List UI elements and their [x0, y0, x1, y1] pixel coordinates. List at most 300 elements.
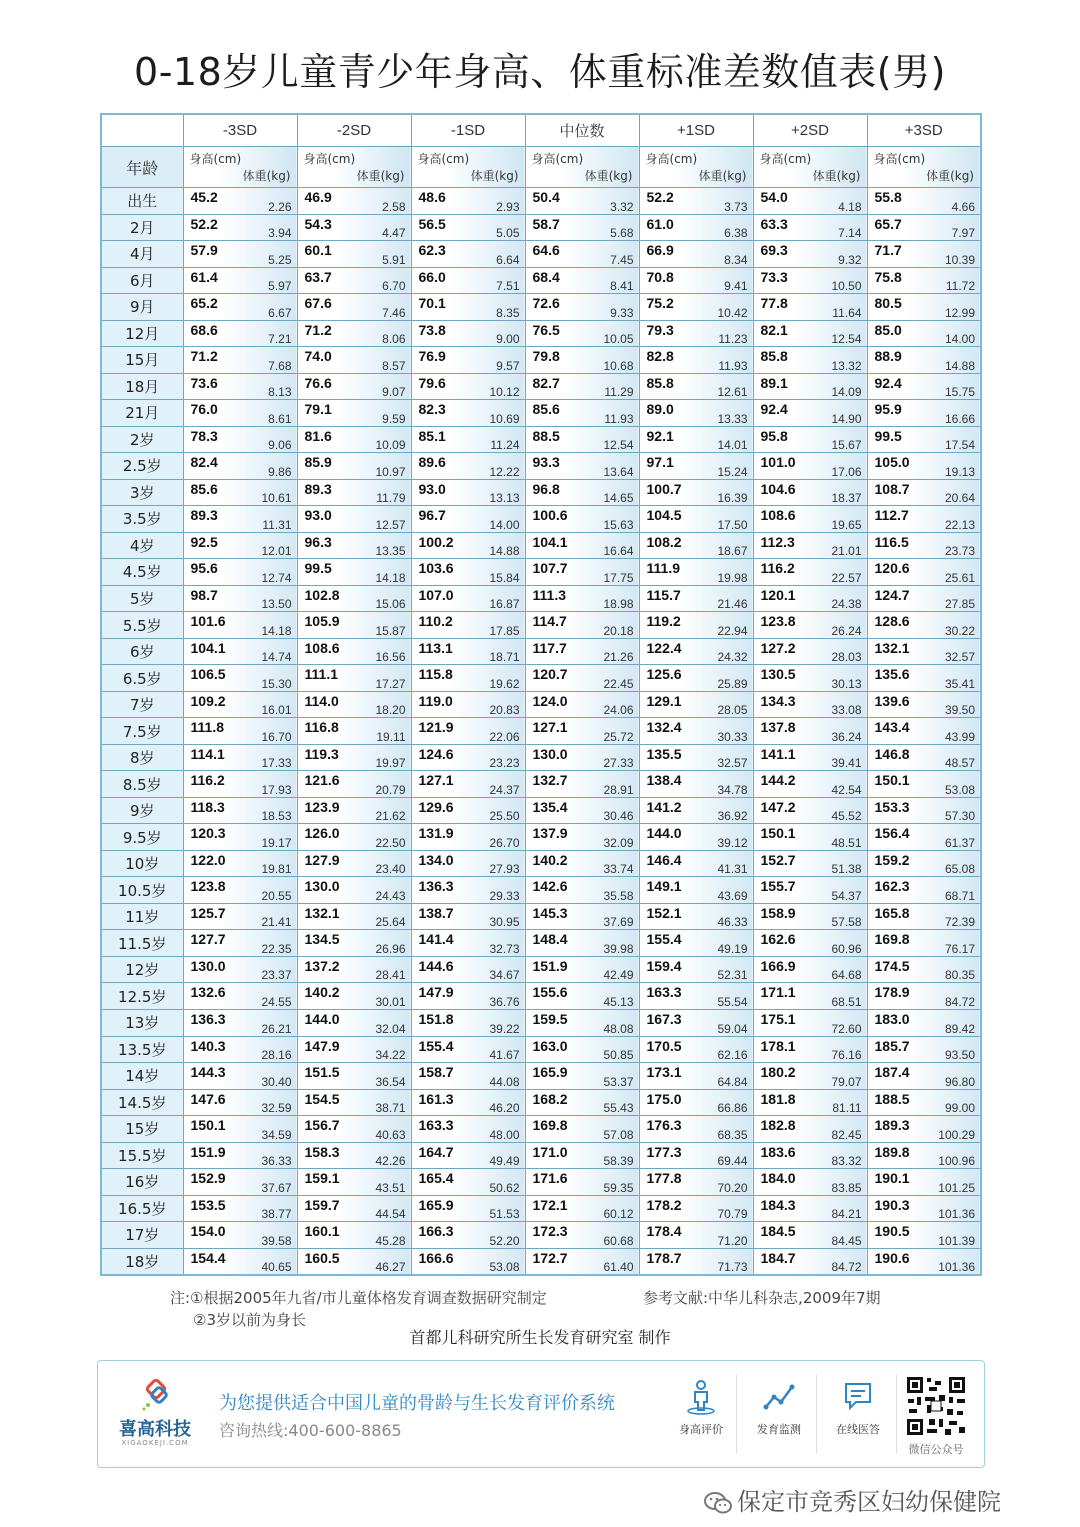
value-cell: [297, 903, 411, 930]
value-cell: [867, 824, 981, 851]
value-cell: [867, 850, 981, 877]
age-cell: 12月: [101, 320, 183, 347]
value-cell: [867, 956, 981, 983]
table-row: [101, 797, 981, 824]
weight-value: 25.61: [944, 570, 975, 585]
value-cell: [753, 930, 867, 957]
weight-value: 59.04: [717, 1021, 748, 1036]
value-cell: [297, 1169, 411, 1196]
value-cell: [297, 1009, 411, 1036]
weight-value: 17.85: [489, 623, 520, 638]
weight-value: 7.97: [951, 226, 975, 241]
value-cell: [753, 585, 867, 612]
age-cell: 12岁: [101, 956, 183, 983]
weight-value: 19.17: [261, 835, 292, 850]
height-subheader: 身高(cm): [873, 152, 926, 166]
value-cell: [183, 400, 297, 427]
value-cell: [183, 691, 297, 718]
weight-value: 79.07: [831, 1074, 862, 1089]
value-cell: [639, 956, 753, 983]
value-cell: [411, 559, 525, 586]
weight-value: 53.08: [944, 782, 975, 797]
weight-value: 21.46: [717, 597, 748, 612]
weight-value: 84.72: [944, 994, 975, 1009]
weight-value: 9.86: [268, 464, 292, 479]
weight-value: 54.37: [831, 888, 862, 903]
height-value: 155.6: [532, 984, 568, 1001]
weight-value: 41.31: [717, 862, 748, 877]
value-cell: [867, 267, 981, 294]
height-value: 108.2: [646, 533, 682, 550]
value-cell: [183, 1089, 297, 1116]
height-value: 79.1: [304, 401, 332, 418]
weight-value: 57.58: [831, 915, 862, 930]
weight-value: 30.46: [603, 809, 634, 824]
height-value: 151.9: [190, 1143, 226, 1160]
height-value: 159.4: [646, 957, 682, 974]
weight-value: 16.70: [261, 729, 292, 744]
value-cell: [753, 612, 867, 639]
height-value: 79.8: [532, 348, 560, 365]
height-value: 127.7: [190, 931, 226, 948]
table-row: [101, 691, 981, 718]
height-value: 127.9: [304, 851, 340, 868]
weight-value: 19.97: [375, 756, 406, 771]
weight-value: 70.79: [717, 1207, 748, 1222]
weight-value: 26.21: [261, 1021, 292, 1036]
weight-value: 9.59: [382, 411, 406, 426]
note-2: ②3岁以前为身长: [193, 1311, 306, 1329]
height-value: 102.8: [304, 586, 340, 603]
height-value: 129.6: [418, 798, 454, 815]
weight-value: 12.54: [603, 438, 634, 453]
value-cell: [639, 797, 753, 824]
weight-value: 43.69: [717, 888, 748, 903]
value-cell: [867, 797, 981, 824]
height-value: 165.4: [418, 1170, 454, 1187]
height-value: 141.2: [646, 798, 682, 815]
height-value: 54.0: [760, 189, 788, 205]
table-row: [101, 214, 981, 241]
weight-value: 66.86: [717, 1101, 748, 1116]
table-row: [101, 930, 981, 957]
height-value: 145.3: [532, 904, 568, 921]
height-value: 131.9: [418, 825, 454, 842]
weight-value: 24.55: [261, 994, 292, 1009]
value-cell: [525, 771, 639, 798]
weight-value: 59.35: [603, 1180, 634, 1195]
height-value: 151.9: [532, 957, 568, 974]
measure-subheader: [183, 147, 297, 188]
height-value: 123.9: [304, 798, 340, 815]
value-cell: [297, 532, 411, 559]
weight-value: 38.77: [261, 1207, 292, 1222]
weight-value: 49.49: [489, 1154, 520, 1169]
age-cell: 16.5岁: [101, 1195, 183, 1222]
height-value: 71.2: [190, 348, 218, 365]
value-cell: [297, 559, 411, 586]
age-cell: 13.5岁: [101, 1036, 183, 1063]
weight-value: 26.24: [831, 623, 862, 638]
value-cell: [297, 1222, 411, 1249]
height-value: 174.5: [874, 957, 910, 974]
value-cell: [753, 1063, 867, 1090]
chat-bubble-icon: [841, 1379, 875, 1415]
weight-value: 13.50: [261, 597, 292, 612]
height-value: 181.8: [760, 1090, 796, 1107]
weight-value: 7.21: [268, 332, 292, 347]
value-cell: [411, 718, 525, 745]
banner-divider: [816, 1375, 817, 1453]
age-cell: 14岁: [101, 1063, 183, 1090]
weight-value: 50.62: [489, 1180, 520, 1195]
table-row: [101, 1116, 981, 1143]
height-value: 137.8: [760, 719, 796, 736]
weight-value: 10.39: [944, 252, 975, 267]
age-cell: 8岁: [101, 744, 183, 771]
height-value: 111.1: [304, 666, 338, 683]
height-value: 116.2: [190, 772, 225, 789]
value-cell: [753, 373, 867, 400]
weight-value: 28.91: [603, 782, 634, 797]
weight-value: 57.30: [944, 809, 975, 824]
height-value: 70.8: [646, 268, 674, 285]
wechat-icon: [703, 1491, 733, 1515]
value-cell: [183, 665, 297, 692]
value-cell: [183, 903, 297, 930]
value-cell: [639, 453, 753, 480]
value-cell: [867, 453, 981, 480]
weight-value: 48.51: [831, 835, 862, 850]
weight-value: 17.75: [603, 570, 634, 585]
value-cell: [867, 426, 981, 453]
value-cell: [639, 506, 753, 533]
value-cell: [183, 267, 297, 294]
value-cell: [411, 771, 525, 798]
value-cell: [867, 930, 981, 957]
value-cell: [411, 1195, 525, 1222]
value-cell: [525, 877, 639, 904]
weight-value: 18.71: [489, 650, 520, 665]
value-cell: [297, 294, 411, 321]
weight-value: 32.73: [489, 941, 520, 956]
weight-value: 13.32: [831, 358, 862, 373]
value-cell: [753, 691, 867, 718]
height-value: 89.0: [646, 401, 674, 418]
value-cell: [411, 956, 525, 983]
age-cell: 6月: [101, 267, 183, 294]
value-cell: [753, 347, 867, 374]
age-cell: 10岁: [101, 850, 183, 877]
weight-value: 14.18: [261, 623, 292, 638]
weight-value: 21.41: [261, 915, 292, 930]
weight-value: 21.26: [603, 650, 634, 665]
sd-group-header: -2SD: [297, 114, 411, 147]
reference-note: 参考文献:中华儿科杂志,2009年7期: [643, 1289, 881, 1307]
weight-value: 45.28: [375, 1233, 406, 1248]
weight-value: 18.20: [375, 703, 406, 718]
weight-value: 22.94: [717, 623, 748, 638]
table-row: [101, 983, 981, 1010]
height-value: 117.7: [532, 639, 567, 656]
value-cell: [297, 506, 411, 533]
weight-value: 17.06: [831, 464, 862, 479]
weight-value: 48.08: [603, 1021, 634, 1036]
value-cell: [753, 559, 867, 586]
weight-value: 10.50: [831, 279, 862, 294]
height-value: 155.7: [760, 878, 796, 895]
value-cell: [411, 1222, 525, 1249]
value-cell: [753, 400, 867, 427]
weight-value: 100.96: [938, 1154, 975, 1169]
height-value: 172.1: [532, 1196, 568, 1213]
value-cell: [297, 1063, 411, 1090]
age-cell: 11岁: [101, 903, 183, 930]
value-cell: [525, 267, 639, 294]
value-cell: [297, 373, 411, 400]
value-cell: [411, 214, 525, 241]
height-value: 178.4: [646, 1223, 682, 1240]
height-value: 144.6: [418, 957, 454, 974]
height-value: 171.0: [532, 1143, 568, 1160]
height-value: 169.8: [874, 931, 910, 948]
height-value: 163.3: [418, 1117, 454, 1134]
height-value: 138.7: [418, 904, 454, 921]
value-cell: [525, 214, 639, 241]
weight-value: 9.00: [496, 332, 520, 347]
qr-code-icon[interactable]: [905, 1375, 967, 1437]
weight-value: 21.62: [375, 809, 406, 824]
brand-logo-icon: [140, 1379, 174, 1413]
value-cell: [183, 850, 297, 877]
table-row: [101, 903, 981, 930]
weight-value: 68.51: [831, 994, 862, 1009]
height-value: 146.4: [646, 851, 682, 868]
weight-value: 28.05: [717, 703, 748, 718]
height-value: 130.0: [304, 878, 340, 895]
weight-value: 33.74: [603, 862, 634, 877]
weight-value: 11.72: [945, 279, 975, 294]
value-cell: [867, 1195, 981, 1222]
weight-value: 71.20: [717, 1233, 748, 1248]
weight-value: 57.08: [603, 1127, 634, 1142]
value-cell: [867, 1089, 981, 1116]
height-value: 116.2: [760, 560, 795, 577]
feature-label: 在线医答: [836, 1423, 880, 1436]
height-value: 113.1: [418, 639, 453, 656]
value-cell: [297, 691, 411, 718]
value-cell: [753, 426, 867, 453]
measure-subheader: [639, 147, 753, 188]
value-cell: [297, 744, 411, 771]
value-cell: [525, 824, 639, 851]
height-value: 136.3: [190, 1010, 226, 1027]
height-value: 85.9: [304, 454, 332, 471]
height-value: 148.4: [532, 931, 568, 948]
weight-value: 12.74: [261, 570, 292, 585]
weight-value: 40.63: [375, 1127, 406, 1142]
height-subheader: 身高(cm): [189, 152, 242, 166]
height-subheader: 身高(cm): [303, 152, 356, 166]
weight-value: 62.16: [717, 1048, 748, 1063]
weight-value: 34.59: [261, 1127, 292, 1142]
weight-value: 84.45: [831, 1233, 862, 1248]
height-value: 132.6: [190, 984, 226, 1001]
height-value: 107.0: [418, 586, 454, 603]
weight-value: 53.37: [603, 1074, 634, 1089]
height-value: 105.9: [304, 613, 340, 630]
value-cell: [753, 877, 867, 904]
weight-value: 8.35: [496, 305, 520, 320]
height-value: 190.1: [874, 1170, 910, 1187]
feature-online-consult[interactable]: [821, 1379, 895, 1437]
weight-value: 55.54: [717, 994, 748, 1009]
person-height-icon: [684, 1379, 718, 1415]
height-value: 60.1: [304, 242, 332, 259]
value-cell: [639, 771, 753, 798]
height-value: 121.9: [418, 719, 454, 736]
height-value: 187.4: [874, 1064, 910, 1081]
value-cell: [867, 665, 981, 692]
height-value: 69.3: [760, 242, 788, 259]
value-cell: [297, 1089, 411, 1116]
age-cell: 16岁: [101, 1169, 183, 1196]
value-cell: [753, 824, 867, 851]
weight-value: 10.61: [261, 491, 292, 506]
weight-value: 30.33: [717, 729, 748, 744]
height-value: 96.8: [532, 480, 560, 497]
age-cell: 9.5岁: [101, 824, 183, 851]
value-cell: [867, 1142, 981, 1169]
value-cell: [753, 797, 867, 824]
height-value: 110.2: [418, 613, 453, 630]
height-value: 96.3: [304, 533, 332, 550]
value-cell: [639, 373, 753, 400]
value-cell: [639, 1009, 753, 1036]
height-value: 114.7: [532, 613, 567, 630]
height-value: 115.8: [418, 666, 453, 683]
weight-value: 9.32: [838, 252, 862, 267]
height-value: 160.1: [304, 1223, 340, 1240]
table-row: [101, 1063, 981, 1090]
weight-value: 9.06: [268, 438, 292, 453]
height-value: 64.6: [532, 242, 560, 259]
weight-value: 93.50: [944, 1048, 975, 1063]
table-row: [101, 877, 981, 904]
value-cell: [297, 956, 411, 983]
weight-value: 24.38: [831, 597, 862, 612]
height-value: 159.1: [304, 1170, 340, 1187]
table-row: [101, 347, 981, 374]
weight-value: 7.46: [382, 305, 406, 320]
height-value: 98.7: [190, 586, 218, 603]
weight-value: 26.70: [489, 835, 520, 850]
height-value: 92.1: [646, 427, 674, 444]
height-value: 120.1: [760, 586, 796, 603]
age-cell: 5岁: [101, 585, 183, 612]
value-cell: [525, 691, 639, 718]
height-value: 106.5: [190, 666, 226, 683]
height-value: 45.2: [190, 189, 218, 205]
weight-value: 18.98: [603, 597, 634, 612]
weight-value: 61.37: [944, 835, 975, 850]
value-cell: [525, 320, 639, 347]
height-value: 162.6: [760, 931, 796, 948]
value-cell: [411, 665, 525, 692]
height-value: 127.1: [418, 772, 454, 789]
value-cell: [297, 1142, 411, 1169]
height-value: 76.5: [532, 321, 560, 338]
height-value: 180.2: [760, 1064, 796, 1081]
height-value: 147.9: [418, 984, 454, 1001]
weight-value: 27.85: [944, 597, 975, 612]
weight-value: 16.64: [603, 544, 634, 559]
age-column-header: 年龄: [101, 147, 183, 188]
weight-value: 46.33: [717, 915, 748, 930]
value-cell: [297, 426, 411, 453]
value-cell: [183, 559, 297, 586]
weight-value: 20.79: [375, 782, 406, 797]
height-value: 82.4: [190, 454, 218, 471]
weight-value: 30.22: [944, 623, 975, 638]
value-cell: [411, 1248, 525, 1275]
value-cell: [411, 1142, 525, 1169]
height-value: 61.4: [190, 268, 218, 285]
weight-value: 24.37: [489, 782, 520, 797]
height-value: 170.5: [646, 1037, 682, 1054]
weight-value: 15.63: [603, 517, 634, 532]
value-cell: [297, 320, 411, 347]
value-cell: [753, 718, 867, 745]
value-cell: [183, 718, 297, 745]
table-row: [101, 771, 981, 798]
height-value: 97.1: [646, 454, 674, 471]
value-cell: [411, 453, 525, 480]
table-row: [101, 267, 981, 294]
height-value: 125.7: [190, 904, 226, 921]
height-value: 190.3: [874, 1196, 910, 1213]
value-cell: [753, 1248, 867, 1275]
height-value: 93.0: [418, 480, 446, 497]
height-value: 188.5: [874, 1090, 910, 1107]
age-cell: 10.5岁: [101, 877, 183, 904]
value-cell: [525, 903, 639, 930]
height-value: 140.2: [532, 851, 568, 868]
table-corner: [101, 114, 183, 147]
value-cell: [639, 1089, 753, 1116]
age-cell: 18岁: [101, 1248, 183, 1275]
weight-value: 82.45: [831, 1127, 862, 1142]
weight-value: 64.68: [831, 968, 862, 983]
value-cell: [183, 744, 297, 771]
value-cell: [753, 850, 867, 877]
weight-value: 9.57: [496, 358, 520, 373]
height-value: 81.6: [304, 427, 332, 444]
height-value: 134.0: [418, 851, 454, 868]
value-cell: [411, 850, 525, 877]
height-value: 155.4: [418, 1037, 454, 1054]
value-cell: [753, 771, 867, 798]
value-cell: [183, 188, 297, 215]
feature-growth-monitoring[interactable]: [742, 1379, 816, 1437]
weight-value: 19.98: [717, 570, 748, 585]
height-value: 178.1: [760, 1037, 796, 1054]
value-cell: [297, 585, 411, 612]
value-cell: [183, 479, 297, 506]
weight-value: 36.92: [717, 809, 748, 824]
height-value: 151.8: [418, 1010, 454, 1027]
feature-height-evaluation[interactable]: [664, 1379, 738, 1437]
